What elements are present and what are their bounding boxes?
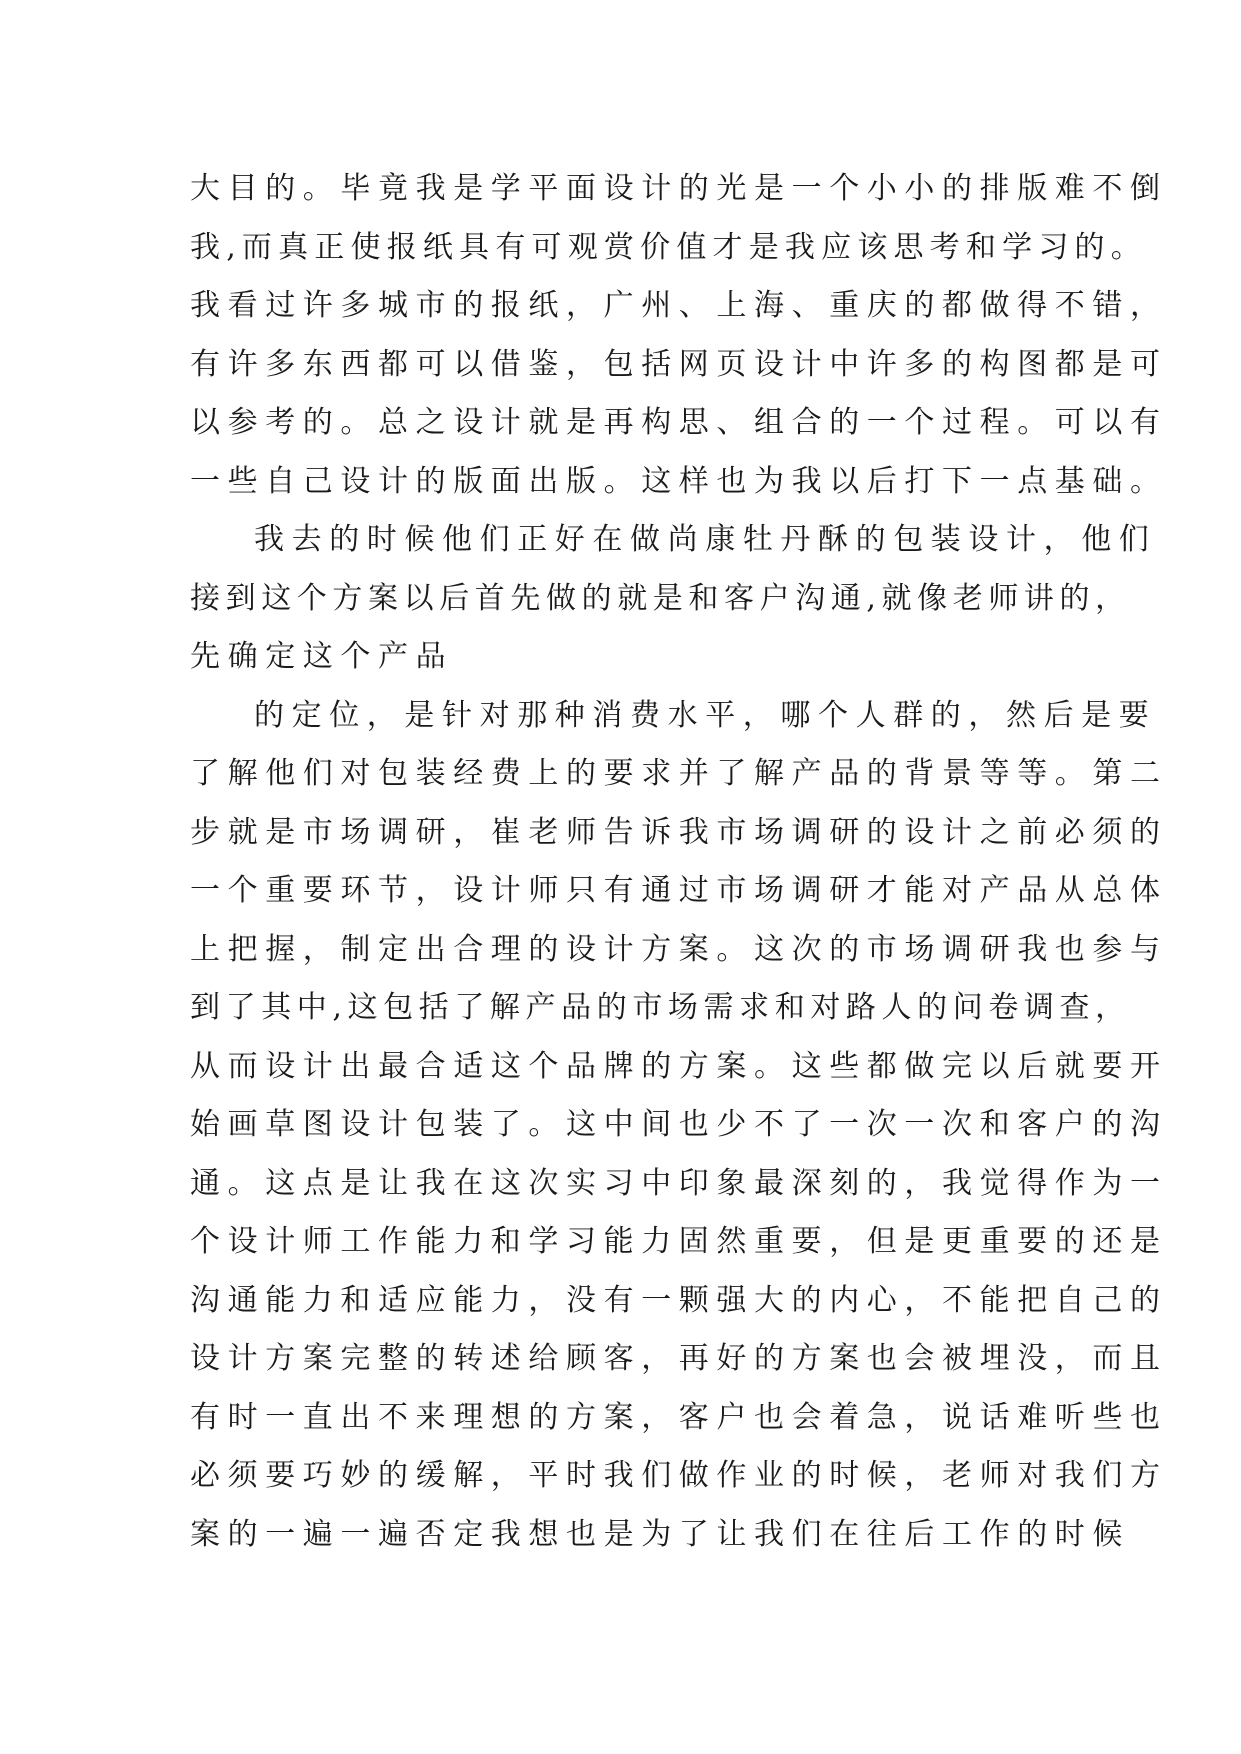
- paragraph-start-line: 我去的时候他们正好在做尚康牡丹酥的包装设计，他们: [254, 522, 1157, 557]
- text-line: 设计方案完整的转述给顾客，再好的方案也会被埋没，而且: [190, 1341, 1168, 1376]
- text-line: 沟通能力和适应能力，没有一颗强大的内心，不能把自己的: [190, 1282, 1168, 1318]
- text-line: 有许多东西都可以借鉴，包括网页设计中许多的构图都是可: [190, 346, 1168, 382]
- text-line: 以参考的。总之设计就是再构思、组合的一个过程。可以有: [190, 405, 1168, 440]
- text-line: 有时一直出不来理想的方案，客户也会着急，说话难听些也: [190, 1399, 1168, 1435]
- text-line: 案的一遍一遍否定我想也是为了让我们在往后工作的时候: [190, 1516, 1130, 1552]
- text-line: 到了其中,这包括了解产品的市场需求和对路人的问卷调查，: [190, 990, 1131, 1025]
- text-line: 一些自己设计的版面出版。这样也为我以后打下一点基础。: [190, 463, 1168, 499]
- text-line: 大目的。毕竟我是学平面设计的光是一个小小的排版难不倒: [190, 171, 1168, 206]
- text-line: 接到这个方案以后首先做的就是和客户沟通,就像老师讲的，: [190, 580, 1131, 616]
- text-line: 先确定这个产品: [190, 639, 454, 674]
- paragraph-start-line: 的定位，是针对那种消费水平，哪个人群的，然后是要: [254, 697, 1157, 733]
- text-line: 了解他们对包装经费上的要求并了解产品的背景等等。第二: [190, 756, 1168, 791]
- text-line: 我,而真正使报纸具有可观赏价值才是我应该思考和学习的。: [190, 229, 1147, 265]
- text-line: 必须要巧妙的缓解，平时我们做作业的时候，老师对我们方: [190, 1458, 1168, 1493]
- text-line: 始画草图设计包装了。这中间也少不了一次一次和客户的沟: [190, 1107, 1168, 1142]
- text-line: 从而设计出最合适这个品牌的方案。这些都做完以后就要开: [190, 1048, 1168, 1084]
- body-text: [190, 160, 1168, 1564]
- text-line: 上把握，制定出合理的设计方案。这次的市场调研我也参与: [190, 931, 1168, 967]
- text-line: 通。这点是让我在这次实习中印象最深刻的，我觉得作为一: [190, 1165, 1168, 1201]
- text-line: 一个重要环节，设计师只有通过市场调研才能对产品从总体: [190, 873, 1168, 908]
- text-line: 我看过许多城市的报纸，广州、上海、重庆的都做得不错，: [190, 288, 1168, 323]
- text-line: 个设计师工作能力和学习能力固然重要，但是更重要的还是: [190, 1224, 1168, 1259]
- text-line: 步就是市场调研，崔老师告诉我市场调研的设计之前必须的: [190, 814, 1168, 850]
